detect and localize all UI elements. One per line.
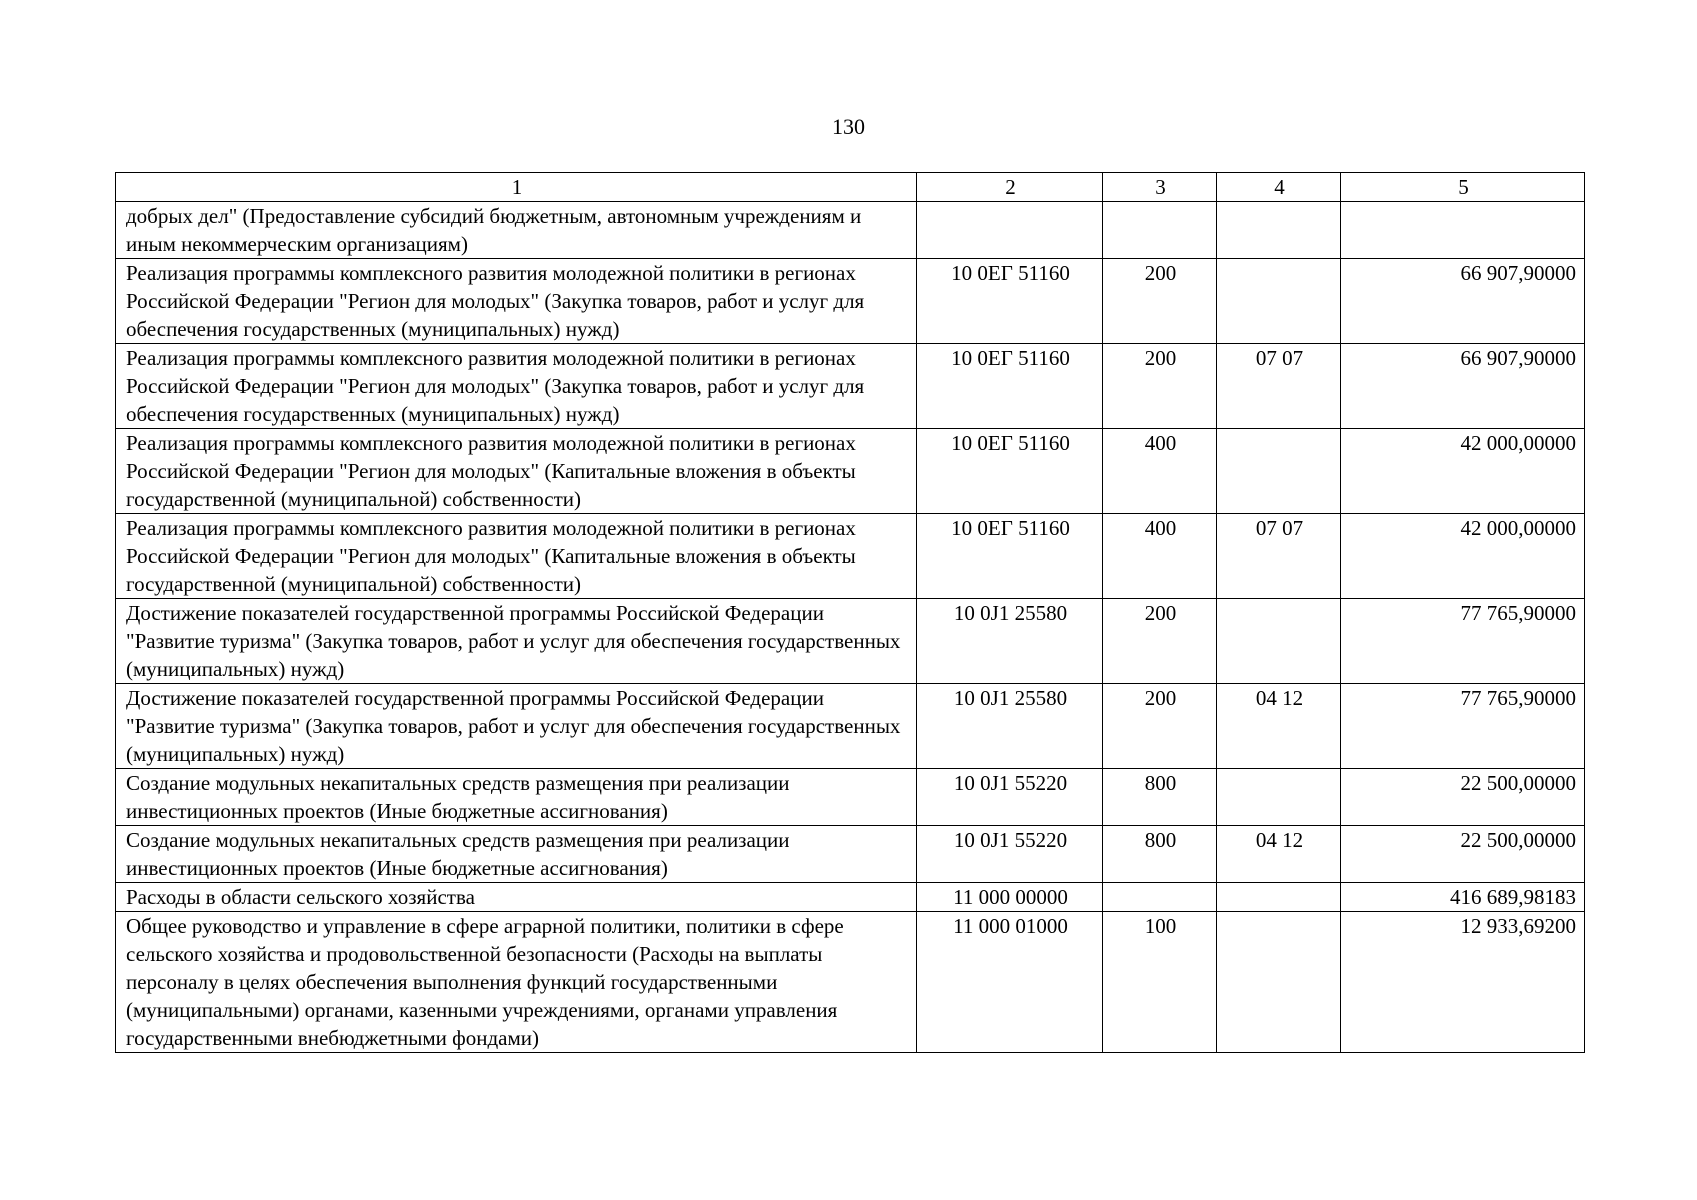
row-amount: 66 907,90000 (1341, 344, 1585, 429)
row-name: Расходы в области сельского хозяйства (116, 883, 917, 912)
table-row (116, 826, 1585, 883)
table-row (116, 684, 1585, 769)
table-row (116, 769, 1585, 826)
header-col-2: 2 (917, 173, 1103, 202)
table-row (116, 344, 1585, 429)
row-expense-type (1103, 883, 1217, 912)
header-col-1: 1 (116, 173, 917, 202)
table-header-row (116, 173, 1585, 202)
row-target-code: 10 0ЕГ 51160 (917, 429, 1103, 514)
row-name: Достижение показателей государственной программы Российской Федерации "Развитие туризма" (Закупка товаров, работ и услуг для обеспечения государственных (муниципальных) нужд) (116, 684, 917, 769)
row-target-code: 10 0J1 25580 (917, 599, 1103, 684)
row-target-code (917, 202, 1103, 259)
table-row (116, 883, 1585, 912)
row-name: Реализация программы комплексного развития молодежной политики в регионах Российской Федерации "Регион для молодых" (Капитальные вложения в объекты государственной (муниципальной) собственности) (116, 429, 917, 514)
row-amount: 77 765,90000 (1341, 599, 1585, 684)
row-target-code: 10 0J1 55220 (917, 769, 1103, 826)
table-row (116, 429, 1585, 514)
row-expense-type: 800 (1103, 826, 1217, 883)
row-amount: 42 000,00000 (1341, 429, 1585, 514)
row-name: Реализация программы комплексного развития молодежной политики в регионах Российской Федерации "Регион для молодых" (Капитальные вложения в объекты государственной (муниципальной) собственности) (116, 514, 917, 599)
row-amount (1341, 202, 1585, 259)
row-section (1217, 912, 1341, 1053)
header-col-4: 4 (1217, 173, 1341, 202)
row-expense-type: 200 (1103, 259, 1217, 344)
row-expense-type: 800 (1103, 769, 1217, 826)
row-name: Создание модульных некапитальных средств размещения при реализации инвестиционных проектов (Иные бюджетные ассигнования) (116, 769, 917, 826)
table-row (116, 259, 1585, 344)
row-name: Реализация программы комплексного развития молодежной политики в регионах Российской Федерации "Регион для молодых" (Закупка товаров, работ и услуг для обеспечения государственных (муниципальных) нужд) (116, 259, 917, 344)
row-target-code: 10 0ЕГ 51160 (917, 514, 1103, 599)
row-section (1217, 259, 1341, 344)
row-amount: 42 000,00000 (1341, 514, 1585, 599)
row-amount: 22 500,00000 (1341, 826, 1585, 883)
row-expense-type: 400 (1103, 429, 1217, 514)
header-col-5: 5 (1341, 173, 1585, 202)
row-name: Достижение показателей государственной программы Российской Федерации "Развитие туризма" (Закупка товаров, работ и услуг для обеспечения государственных (муниципальных) нужд) (116, 599, 917, 684)
row-expense-type: 200 (1103, 599, 1217, 684)
row-expense-type: 200 (1103, 344, 1217, 429)
row-section (1217, 769, 1341, 826)
table-row (116, 202, 1585, 259)
table-row (116, 514, 1585, 599)
row-name: добрых дел" (Предоставление субсидий бюджетным, автономным учреждениям и иным некоммерческим организациям) (116, 202, 917, 259)
row-section (1217, 883, 1341, 912)
row-section (1217, 429, 1341, 514)
row-amount: 77 765,90000 (1341, 684, 1585, 769)
row-amount: 22 500,00000 (1341, 769, 1585, 826)
row-expense-type (1103, 202, 1217, 259)
row-section: 04 12 (1217, 684, 1341, 769)
budget-table (115, 172, 1585, 1053)
row-expense-type: 400 (1103, 514, 1217, 599)
row-amount: 12 933,69200 (1341, 912, 1585, 1053)
row-target-code: 10 0J1 55220 (917, 826, 1103, 883)
table-row (116, 912, 1585, 1053)
row-name: Реализация программы комплексного развития молодежной политики в регионах Российской Федерации "Регион для молодых" (Закупка товаров, работ и услуг для обеспечения государственных (муниципальных) нужд) (116, 344, 917, 429)
row-name: Общее руководство и управление в сфере аграрной политики, политики в сфере сельского хозяйства и продовольственной безопасности (Расходы на выплаты персоналу в целях обеспечения выполнения функций государственными (муниципальными) органами, казенными учреждениями, органами управления государственными внебюджетными фондами) (116, 912, 917, 1053)
page-number: 130 (832, 114, 865, 139)
row-section: 07 07 (1217, 344, 1341, 429)
row-target-code: 11 000 01000 (917, 912, 1103, 1053)
row-section (1217, 202, 1341, 259)
row-target-code: 10 0ЕГ 51160 (917, 259, 1103, 344)
header-col-3: 3 (1103, 173, 1217, 202)
row-section: 04 12 (1217, 826, 1341, 883)
row-name: Создание модульных некапитальных средств размещения при реализации инвестиционных проектов (Иные бюджетные ассигнования) (116, 826, 917, 883)
row-expense-type: 100 (1103, 912, 1217, 1053)
row-section: 07 07 (1217, 514, 1341, 599)
table-row (116, 599, 1585, 684)
row-target-code: 11 000 00000 (917, 883, 1103, 912)
row-amount: 66 907,90000 (1341, 259, 1585, 344)
row-target-code: 10 0ЕГ 51160 (917, 344, 1103, 429)
row-expense-type: 200 (1103, 684, 1217, 769)
row-amount: 416 689,98183 (1341, 883, 1585, 912)
row-section (1217, 599, 1341, 684)
row-target-code: 10 0J1 25580 (917, 684, 1103, 769)
